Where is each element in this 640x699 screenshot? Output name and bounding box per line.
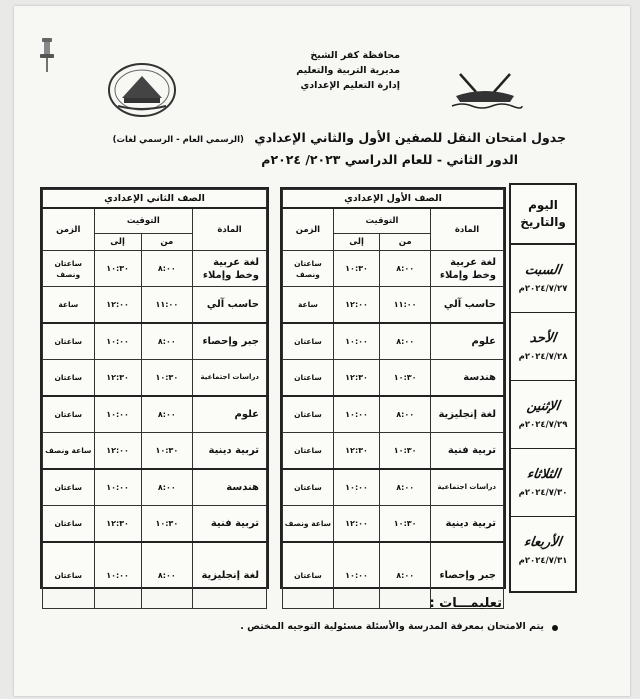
duration-cell: ساعتان <box>43 542 95 608</box>
duration-cell: ساعة ونصف <box>283 506 334 543</box>
governorate-name: محافظة كفر الشيخ <box>310 50 400 61</box>
column-timing: التوقيت <box>94 208 193 234</box>
from-cell: ٨:٠٠ <box>141 251 193 287</box>
from-cell: ١٠:٣٠ <box>141 506 193 543</box>
to-cell: ١٠:٣٠ <box>333 251 379 287</box>
day-name: الثلاثاء <box>525 467 561 482</box>
day-name: الإثنين <box>525 399 561 414</box>
subject-cell: لغة عربية وخط وإملاء <box>431 251 504 287</box>
subject-cell: هندسة <box>431 360 504 397</box>
administration-name: إدارة التعليم الإعدادي <box>300 80 400 91</box>
day-date: ٢٠٢٤/٧/٢٩م <box>518 420 568 430</box>
day-name: الأحد <box>529 331 558 346</box>
subject-cell: لغة إنجليزية <box>193 542 267 608</box>
to-cell: ١٠:٠٠ <box>94 323 141 360</box>
subject-cell: دراسات اجتماعية <box>431 469 504 506</box>
from-cell: ١٠:٣٠ <box>141 360 193 397</box>
day-cell <box>511 245 575 313</box>
table-row <box>43 433 267 470</box>
table-row <box>43 251 267 287</box>
governorate-logo-icon <box>446 62 524 110</box>
subject-cell: تربية دينية <box>431 506 504 543</box>
subject-cell: لغة إنجليزية <box>431 396 504 433</box>
from-cell: ٨:٠٠ <box>141 323 193 360</box>
duration-cell: ساعتان ونصف <box>283 251 334 287</box>
grade1-table <box>280 187 506 589</box>
day-column-header <box>511 185 575 245</box>
table-row <box>283 360 504 397</box>
title-main: جدول امتحان النقل للصفين الأول والثاني الإعدادي <box>254 130 566 145</box>
from-cell: ١٠:٣٠ <box>380 433 431 470</box>
subject-cell: تربية دينية <box>193 433 267 470</box>
day-date: ٢٠٢٤/٧/٢٨م <box>518 352 568 362</box>
day-name: الأربعاء <box>523 535 563 550</box>
to-cell: ١٢:٠٠ <box>333 506 379 543</box>
to-cell: ١٠:٠٠ <box>333 469 379 506</box>
column-timing: التوقيت <box>333 208 430 234</box>
to-cell: ١٢:٠٠ <box>333 287 379 324</box>
from-cell: ١١:٠٠ <box>141 287 193 324</box>
column-from: من <box>380 234 431 251</box>
column-duration: الزمن <box>43 208 95 251</box>
to-cell: ١٠:٠٠ <box>333 323 379 360</box>
subject-cell: جبر وإحصاء <box>431 542 504 608</box>
from-cell: ١٠:٣٠ <box>141 433 193 470</box>
from-cell: ٨:٠٠ <box>141 396 193 433</box>
duration-cell: ساعتان <box>283 323 334 360</box>
to-cell: ١٠:٣٠ <box>94 251 141 287</box>
subject-cell: تربية فنية <box>193 506 267 543</box>
duration-cell: ساعتان <box>283 396 334 433</box>
exam-schedule-paper <box>14 6 630 696</box>
to-cell: ١٠:٠٠ <box>94 396 141 433</box>
day-date: ٢٠٢٤/٧/٢٧م <box>518 284 568 294</box>
instructions-title: تعليمـــات : <box>429 596 502 611</box>
subject-cell: تربية فنية <box>431 433 504 470</box>
to-cell: ١٢:٣٠ <box>94 506 141 543</box>
schedule-title <box>84 130 566 145</box>
duration-cell: ساعة <box>283 287 334 324</box>
table-row <box>283 251 504 287</box>
grade2-title: الصف الثاني الإعدادي <box>43 190 267 209</box>
table-row <box>43 469 267 506</box>
duration-cell: ساعتان <box>43 506 95 543</box>
grade2-table <box>40 187 269 589</box>
subject-cell: لغة عربية وخط وإملاء <box>193 251 267 287</box>
header-block <box>240 48 400 93</box>
table-row <box>43 506 267 543</box>
directorate-name: مديرية التربية والتعليم <box>296 65 400 76</box>
day-cell <box>511 313 575 381</box>
subject-cell: حاسب آلي <box>431 287 504 324</box>
table-row <box>283 469 504 506</box>
from-cell: ١١:٠٠ <box>380 287 431 324</box>
from-cell: ١٠:٣٠ <box>380 360 431 397</box>
duration-cell: ساعتان <box>43 396 95 433</box>
schedule-subtitle: الدور الثاني - للعام الدراسي ٢٠٢٣/ ٢٠٢٤م <box>261 152 518 167</box>
grade1-title: الصف الأول الإعدادي <box>283 190 504 209</box>
column-from: من <box>141 234 193 251</box>
table-row <box>43 542 267 608</box>
day-cell <box>511 449 575 517</box>
duration-cell: ساعة <box>43 287 95 324</box>
instruction-item: يتم الامتحان بمعرفة المدرسة والأسئلة مسئولية التوجيه المختص . <box>240 621 544 632</box>
day-date: ٢٠٢٤/٧/٣٠م <box>518 488 568 498</box>
subject-cell: علوم <box>431 323 504 360</box>
from-cell: ٨:٠٠ <box>380 251 431 287</box>
column-subject: المادة <box>431 208 504 251</box>
subject-cell: علوم <box>193 396 267 433</box>
bullet-icon <box>552 625 558 631</box>
to-cell: ١٢:٣٠ <box>333 433 379 470</box>
from-cell: ٨:٠٠ <box>380 542 431 608</box>
subject-cell: حاسب آلي <box>193 287 267 324</box>
duration-cell: ساعتان <box>283 542 334 608</box>
subject-cell: هندسة <box>193 469 267 506</box>
duration-cell: ساعة ونصف <box>43 433 95 470</box>
day-date: ٢٠٢٤/٧/٣١م <box>518 556 568 566</box>
to-cell: ١٠:٠٠ <box>333 542 379 608</box>
day-cell <box>511 381 575 449</box>
duration-cell: ساعتان <box>43 360 95 397</box>
from-cell: ٨:٠٠ <box>380 323 431 360</box>
table-row <box>283 506 504 543</box>
to-cell: ١٠:٠٠ <box>333 396 379 433</box>
table-row <box>283 433 504 470</box>
to-cell: ١٢:٠٠ <box>94 433 141 470</box>
day-column <box>509 183 577 593</box>
table-row <box>283 396 504 433</box>
from-cell: ٨:٠٠ <box>380 469 431 506</box>
column-duration: الزمن <box>283 208 334 251</box>
duration-cell: ساعتان ونصف <box>43 251 95 287</box>
from-cell: ٨:٠٠ <box>141 469 193 506</box>
table-row <box>283 287 504 324</box>
duration-cell: ساعتان <box>283 360 334 397</box>
table-row <box>43 323 267 360</box>
subject-cell: جبر وإحصاء <box>193 323 267 360</box>
column-to: إلى <box>94 234 141 251</box>
to-cell: ١٢:٣٠ <box>94 360 141 397</box>
to-cell: ١٢:٠٠ <box>94 287 141 324</box>
day-name: السبت <box>524 263 562 278</box>
duration-cell: ساعتان <box>283 469 334 506</box>
table-row <box>43 287 267 324</box>
duration-cell: ساعتان <box>43 323 95 360</box>
from-cell: ٨:٠٠ <box>141 542 193 608</box>
subject-cell: دراسات اجتماعية <box>193 360 267 397</box>
ministry-logo-icon <box>106 62 178 118</box>
table-row <box>43 396 267 433</box>
day-header-line1: اليوم <box>528 198 558 212</box>
to-cell: ١٢:٣٠ <box>333 360 379 397</box>
day-cell <box>511 517 575 584</box>
from-cell: ١٠:٣٠ <box>380 506 431 543</box>
table-row <box>283 323 504 360</box>
from-cell: ٨:٠٠ <box>380 396 431 433</box>
duration-cell: ساعتان <box>283 433 334 470</box>
pushpin-icon <box>36 34 58 74</box>
title-note: (الرسمي العام - الرسمي لغات) <box>112 135 244 145</box>
table-row <box>43 360 267 397</box>
duration-cell: ساعتان <box>43 469 95 506</box>
to-cell: ١٠:٠٠ <box>94 469 141 506</box>
column-to: إلى <box>333 234 379 251</box>
column-subject: المادة <box>193 208 267 251</box>
day-header-line2: والتاريخ <box>520 215 566 229</box>
to-cell: ١٠:٠٠ <box>94 542 141 608</box>
